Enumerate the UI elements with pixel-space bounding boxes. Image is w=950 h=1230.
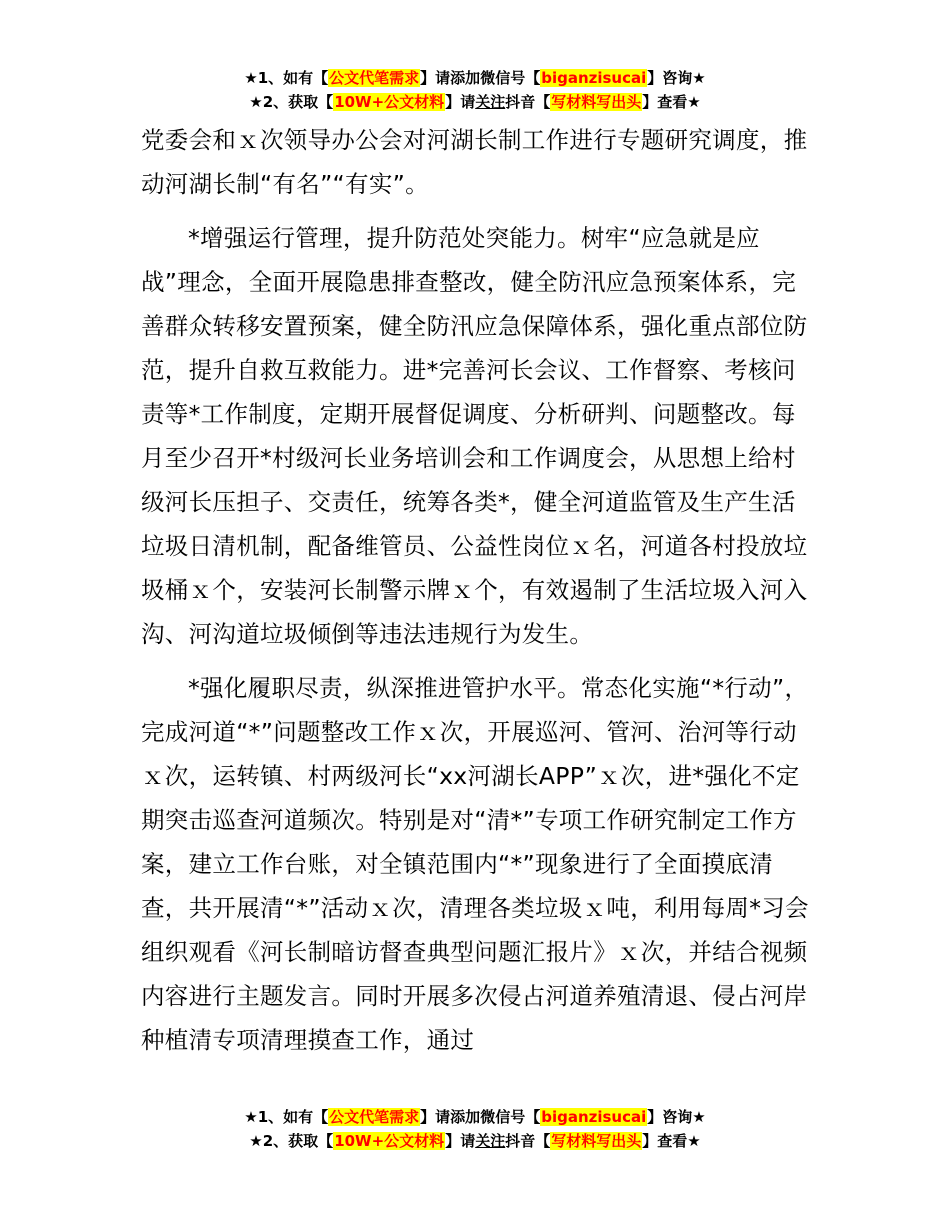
banner-text: 【 (525, 69, 541, 87)
banner-highlight-materials: 10W+公文材料 (334, 93, 445, 111)
banner-highlight-service: 公文代笔需求 (329, 69, 420, 87)
banner-text: 关注 (475, 1132, 506, 1150)
paragraph: *强化履职尽责，纵深推进管护水平。常态化实施“*行动”，完成河道“*”问题整改工作ｘ次，开展巡河、管河、治河等行动ｘ次，运转镇、村两级河长“xx河湖长APP”ｘ次，进*强化不定期突击巡查河道频次。特别是对“清*”专项工作研究制定工作方案，建立工作台账，对全镇范围内“*”现象进行了全面摸底清查，共开展清“*”活动ｘ次，清理各类垃圾ｘ吨，利用每周*习会组织观看《河长制暗访督查典型问题汇报片》ｘ次，并结合视频内容进行主题发言。同时开展多次侵占河道养殖清退、侵占河岸种植清专项清理摸查工作，通过 (141, 674, 809, 1054)
banner-text: ★2、获取【 (249, 1132, 334, 1150)
banner-text: 微信号 (480, 1108, 526, 1126)
banner-text: 】请添加 (420, 69, 481, 87)
banner-text: 】咨询★ (647, 1108, 706, 1126)
banner-text: 】咨询★ (647, 69, 706, 87)
banner-text: 】查看★ (642, 1132, 701, 1150)
banner-line-1 (0, 66, 950, 90)
paragraph: 党委会和ｘ次领导办公会对河湖长制工作进行专题研究调度，推动河湖长制“有名”“有实”。 (141, 126, 808, 198)
banner-highlight-wechat-id: biganzisucai (541, 1108, 647, 1126)
banner-text: 关注 (475, 93, 506, 111)
banner-text: 微信号 (480, 69, 526, 87)
banner-line-2 (0, 90, 950, 114)
banner-highlight-service: 公文代笔需求 (329, 1108, 420, 1126)
banner-text: ★1、如有【 (244, 1108, 329, 1126)
banner-text: 】查看★ (642, 93, 701, 111)
banner-text: ★1、如有【 (244, 69, 329, 87)
banner-line-1 (0, 1105, 950, 1129)
banner-highlight-douyin-id: 写材料写出头 (551, 93, 642, 111)
banner-highlight-douyin-id: 写材料写出头 (551, 1132, 642, 1150)
paragraph: *增强运行管理，提升防范处突能力。树牢“应急就是应战”理念，全面开展隐患排查整改，健全防汛应急预案体系，完善群众转移安置预案，健全防汛应急保障体系，强化重点部位防范，提升自救互救能力。进*完善河长会议、工作督察、考核问责等*工作制度，定期开展督促调度、分析研判、问题整改。每月至少召开*村级河长业务培训会和工作调度会，从思想上给村级河长压担子、交责任，统筹各类*，健全河道监管及生产生活垃圾日清机制，配备维管员、公益性岗位ｘ名，河道各村投放垃圾桶ｘ个，安装河长制警示牌ｘ个，有效遏制了生活垃圾入河入沟、河沟道垃圾倾倒等违法违规行为发生。 (141, 224, 808, 648)
footer-banner (0, 1105, 950, 1153)
banner-text: 】请 (445, 93, 476, 111)
banner-line-2 (0, 1129, 950, 1153)
banner-text: 】请 (445, 1132, 476, 1150)
banner-text: 抖音【 (505, 93, 551, 111)
banner-text: 】请添加 (420, 1108, 481, 1126)
header-banner (0, 66, 950, 114)
banner-text: 【 (525, 1108, 541, 1126)
banner-text: ★2、获取【 (249, 93, 334, 111)
banner-highlight-wechat-id: biganzisucai (541, 69, 647, 87)
document-body (141, 118, 813, 1062)
banner-highlight-materials: 10W+公文材料 (334, 1132, 445, 1150)
banner-text: 抖音【 (505, 1132, 551, 1150)
